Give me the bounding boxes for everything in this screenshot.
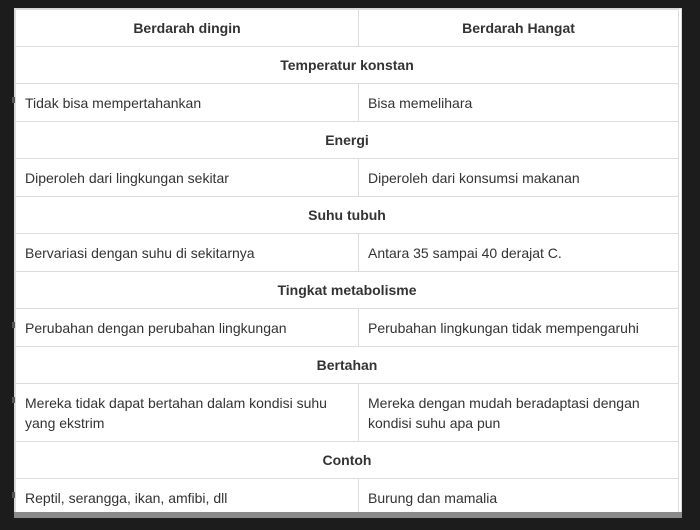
cold-cell: Tidak bisa mempertahankan (16, 84, 359, 122)
bottom-border-band (14, 512, 682, 518)
section-row (16, 272, 679, 309)
section-title: Energi (16, 122, 679, 159)
edge-marker (12, 492, 15, 498)
section-row (16, 122, 679, 159)
section-title: Tingkat metabolisme (16, 272, 679, 309)
section-row (16, 47, 679, 84)
table-row (16, 159, 679, 197)
table-row (16, 309, 679, 347)
warm-cell: Bisa memelihara (359, 84, 679, 122)
cold-cell: Perubahan dengan perubahan lingkungan (16, 309, 359, 347)
header-warm-blooded: Berdarah Hangat (359, 10, 679, 47)
warm-cell: Antara 35 sampai 40 derajat C. (359, 234, 679, 272)
table-row (16, 234, 679, 272)
cold-cell: Bervariasi dengan suhu di sekitarnya (16, 234, 359, 272)
cold-cell: Mereka tidak dapat bertahan dalam kondisi suhu yang ekstrim (16, 384, 359, 442)
section-title: Temperatur konstan (16, 47, 679, 84)
section-title: Bertahan (16, 347, 679, 384)
table-row (16, 384, 679, 442)
table-header-row (16, 10, 679, 47)
section-title: Suhu tubuh (16, 197, 679, 234)
warm-cell: Perubahan lingkungan tidak mempengaruhi (359, 309, 679, 347)
edge-marker (12, 397, 15, 403)
warm-cell: Burung dan mamalia (359, 479, 679, 517)
comparison-table (15, 9, 679, 517)
warm-cell: Mereka dengan mudah beradaptasi dengan kondisi suhu apa pun (359, 384, 679, 442)
table-row (16, 84, 679, 122)
warm-cell: Diperoleh dari konsumsi makanan (359, 159, 679, 197)
section-row (16, 197, 679, 234)
table-row (16, 479, 679, 517)
cold-cell: Reptil, serangga, ikan, amfibi, dll (16, 479, 359, 517)
cold-cell: Diperoleh dari lingkungan sekitar (16, 159, 359, 197)
header-cold-blooded: Berdarah dingin (16, 10, 359, 47)
comparison-table-frame (14, 8, 682, 516)
edge-marker (12, 322, 15, 328)
section-row (16, 442, 679, 479)
section-row (16, 347, 679, 384)
section-title: Contoh (16, 442, 679, 479)
edge-marker (12, 97, 15, 103)
